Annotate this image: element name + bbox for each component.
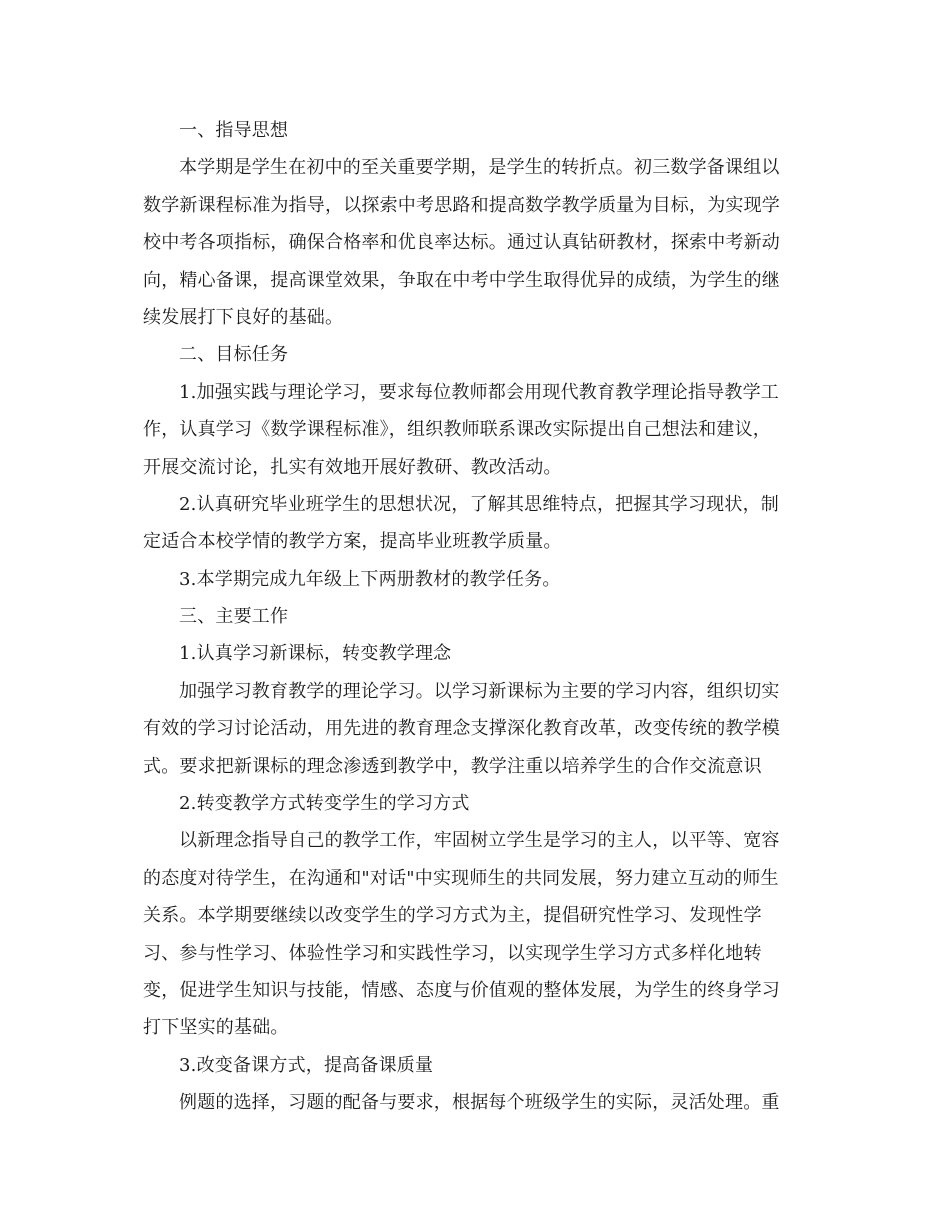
text-line: 校中考各项指标，确保合格率和优良率达标。通过认真钻研教材，探索中考新动 bbox=[143, 232, 780, 254]
text-line: 向，精心备课，提高课堂效果，争取在中考中学生取得优异的成绩，为学生的继 bbox=[143, 269, 780, 291]
text-line: 三、主要工作 bbox=[179, 606, 289, 628]
text-line: 定适合本校学情的教学方案，提高毕业班教学质量。 bbox=[143, 531, 562, 553]
text-line: 1.加强实践与理论学习，要求每位教师都会用现代教育教学理论指导教学工 bbox=[179, 381, 779, 403]
text-line: 以新理念指导自己的教学工作，牢固树立学生是学习的主人，以平等、宽容 bbox=[179, 830, 780, 852]
text-line: 例题的选择，习题的配备与要求，根据每个班级学生的实际，灵活处理。重 bbox=[179, 1092, 780, 1114]
text-line: 续发展打下良好的基础。 bbox=[143, 306, 344, 328]
text-line: 一、指导思想 bbox=[179, 120, 289, 141]
text-line: 打下坚实的基础。 bbox=[143, 1017, 289, 1039]
text-line: 2.认真研究毕业班学生的思想状况，了解其思维特点，把握其学习现状，制 bbox=[179, 493, 779, 515]
text-line: 3.本学期完成九年级上下两册教材的教学任务。 bbox=[179, 568, 561, 590]
text-line: 加强学习教育教学的理论学习。以学习新课标为主要的学习内容，组织切实 bbox=[179, 680, 780, 702]
text-line: 本学期是学生在初中的至关重要学期，是学生的转折点。初三数学备课组以 bbox=[179, 157, 780, 179]
text-line: 1.认真学习新课标，转变教学理念 bbox=[179, 643, 452, 665]
text-line: 二、目标任务 bbox=[179, 344, 289, 366]
text-line: 式。要求把新课标的理念渗透到教学中，教学注重以培养学生的合作交流意识 bbox=[143, 755, 762, 777]
text-line: 的态度对待学生，在沟通和"对话"中实现师生的共同发展，努力建立互动的师生 bbox=[143, 867, 779, 889]
text-line: 习、参与性学习、体验性学习和实践性学习，以实现学生学习方式多样化地转 bbox=[143, 942, 762, 964]
text-line: 有效的学习讨论活动，用先进的教育理念支撑深化教育改革，改变传统的教学模 bbox=[143, 718, 780, 740]
text-line: 关系。本学期要继续以改变学生的学习方式为主，提倡研究性学习、发现性学 bbox=[143, 905, 762, 927]
text-line: 2.转变教学方式转变学生的学习方式 bbox=[179, 793, 470, 815]
text-line: 数学新课程标准为指导，以探索中考思路和提高数学教学质量为目标，为实现学 bbox=[143, 194, 780, 216]
document-page bbox=[143, 112, 798, 1122]
text-line: 作，认真学习《数学课程标准》，组织教师联系课改实际提出自己想法和建议， bbox=[143, 419, 771, 441]
text-line: 变，促进学生知识与技能，情感、态度与价值观的整体发展，为学生的终身学习 bbox=[143, 979, 780, 1001]
text-line: 开展交流讨论，扎实有效地开展好教研、教改活动。 bbox=[143, 456, 562, 478]
text-line: 3.改变备课方式，提高备课质量 bbox=[179, 1054, 434, 1076]
